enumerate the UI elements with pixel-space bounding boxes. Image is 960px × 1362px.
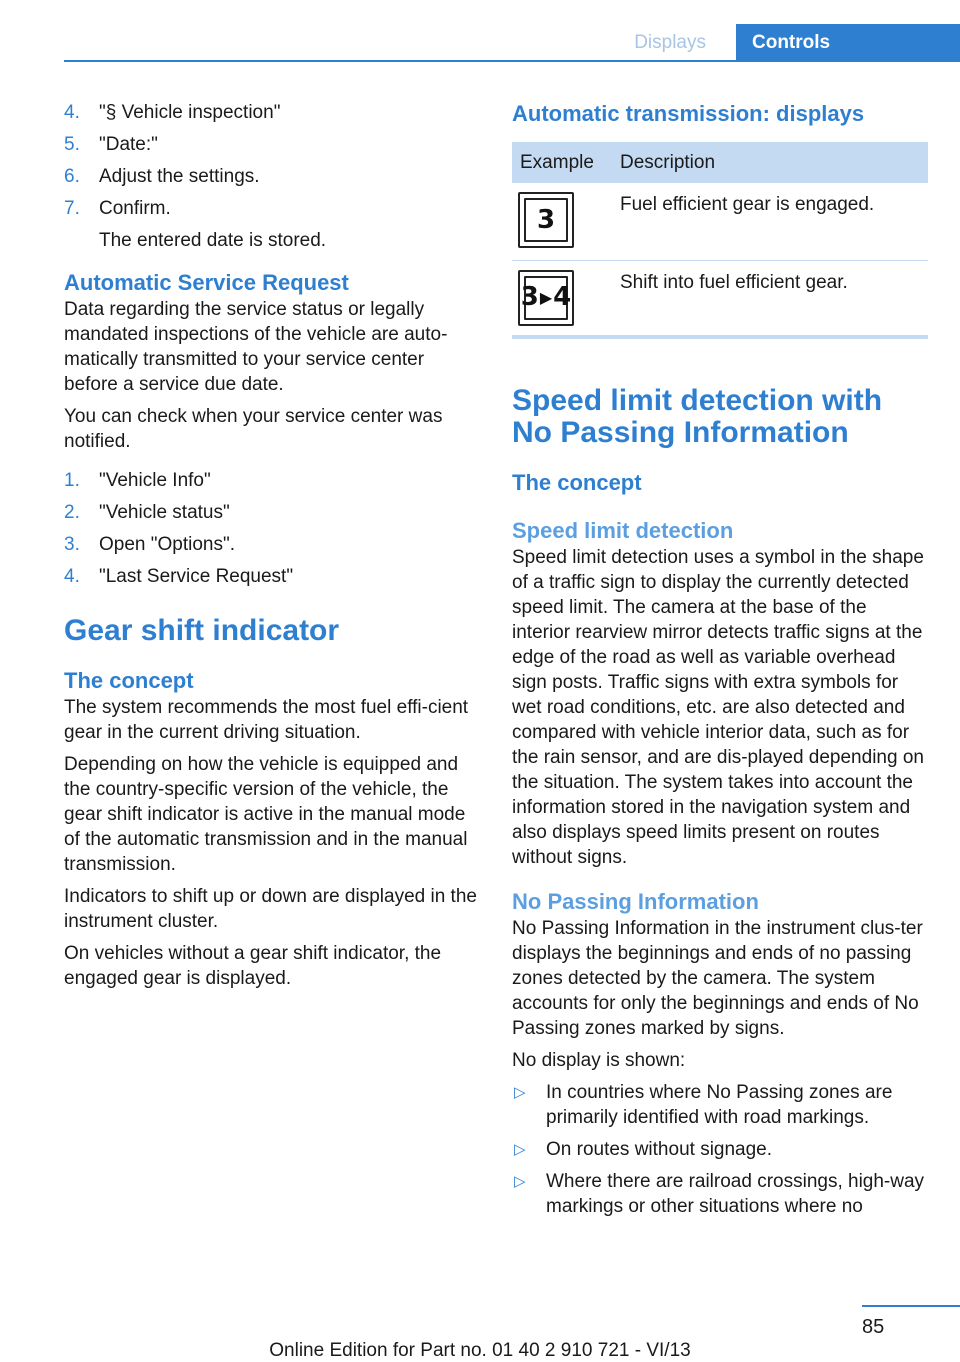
left-column [64, 100, 480, 998]
table-cell-example [512, 183, 612, 260]
gear-indicator-icon [518, 192, 574, 248]
table-cell-example [512, 260, 612, 337]
column-header-description: Description [612, 142, 928, 183]
bullet-text: On routes without signage. [546, 1139, 773, 1160]
automatic-transmission-heading: Automatic transmission: displays [512, 101, 865, 126]
page-header [64, 24, 960, 62]
step-text: "Vehicle Info" [99, 470, 211, 491]
step-number: 2. [64, 502, 80, 523]
triangle-bullet-icon: ▷ [514, 1084, 526, 1101]
no-passing-subheading: No Passing Information [512, 889, 759, 914]
asr-heading: Automatic Service Request [64, 270, 349, 295]
step-number: 4. [64, 566, 80, 587]
step-number: 7. [64, 198, 80, 219]
no-display-list [512, 1080, 928, 1219]
shift-arrow-icon: ▶ [539, 288, 553, 307]
section-tab-controls[interactable]: Controls [736, 24, 960, 60]
step-result: The entered date is stored. [99, 230, 327, 251]
gear-number: 3 [536, 204, 556, 235]
gsi-paragraph-2: Depending on how the vehicle is equipped and the country-specific version of the vehicle, the gear shift indicator is active in the manual mode of the automatic transmission and in the manual transmission. [64, 754, 468, 875]
step-number: 5. [64, 134, 80, 155]
step-text: Open "Options". [99, 534, 236, 555]
gsi-paragraph-3: Indicators to shift up or down are displayed in the instrument cluster. [64, 886, 477, 932]
speed-limit-heading: Speed limit detection with No Passing Information [512, 384, 883, 449]
list-item [64, 468, 480, 493]
asr-steps-list [64, 468, 480, 589]
list-item [64, 164, 480, 189]
speed-limit-detection-subheading: Speed limit detection [512, 518, 734, 543]
list-item [64, 132, 480, 157]
step-text: "Date:" [99, 134, 158, 155]
asr-paragraph-2: You can check when your service center was notified. [64, 406, 443, 452]
list-item [512, 1080, 928, 1130]
section-tab-displays[interactable]: Displays [634, 32, 706, 53]
step-number: 4. [64, 102, 80, 123]
footer-edition-text: Online Edition for Part no. 01 40 2 910 721 - VI/13 [269, 1340, 691, 1361]
triangle-bullet-icon: ▷ [514, 1141, 526, 1158]
step-text: Adjust the settings. [99, 166, 260, 187]
step-number: 3. [64, 534, 80, 555]
bullet-text: In countries where No Passing zones are primarily identified with road markings. [546, 1082, 893, 1128]
step-number: 6. [64, 166, 80, 187]
list-item [64, 196, 480, 253]
gsi-concept-heading: The concept [64, 668, 194, 693]
asr-paragraph-1: Data regarding the service status or legally mandated inspections of the vehicle are auto‐matically transmitted to your service center before a service due date. [64, 299, 448, 395]
gear-number-to: 4 [553, 282, 572, 312]
step-text: Confirm. [99, 198, 171, 219]
table-row [512, 260, 928, 337]
setting-steps-list [64, 100, 480, 253]
list-item [64, 100, 480, 125]
column-header-example: Example [512, 142, 612, 183]
triangle-bullet-icon: ▷ [514, 1173, 526, 1190]
table-row [512, 183, 928, 260]
table-header-row [512, 142, 928, 183]
npi-paragraph-2: No display is shown: [512, 1050, 686, 1071]
list-item [512, 1137, 928, 1162]
sld-paragraph: Speed limit detection uses a symbol in the shape of a traffic sign to display the currently detected speed limit. The camera at the base of the interior rearview mirror detects traffic signs at the edge of the road as well as variable overhead sign posts. Traffic signs with extra symbols for wet road conditions, etc. are also detected and compared with vehicle interior data, such as for the rain sensor, and are dis‐played depending on the situation. The system takes into account the information stored in the navigation system and also displays speed limits present on routes without signs. [512, 547, 924, 868]
gear-shift-heading: Gear shift indicator [64, 614, 340, 647]
footer-rule [862, 1305, 960, 1307]
page-number: 85 [862, 1316, 885, 1338]
gsi-paragraph-4: On vehicles without a gear shift indicator, the engaged gear is displayed. [64, 943, 442, 989]
right-column [512, 100, 928, 1226]
gsi-paragraph-1: The system recommends the most fuel effi‐cient gear in the current driving situation. [64, 697, 469, 743]
sld-concept-heading: The concept [512, 470, 642, 495]
gear-number-from: 3 [520, 282, 539, 312]
table-cell-description: Fuel efficient gear is engaged. [612, 183, 928, 260]
list-item [64, 564, 480, 589]
bullet-text: Where there are railroad crossings, high‐way markings or other situations where no [546, 1171, 925, 1217]
list-item [64, 532, 480, 557]
list-item [64, 500, 480, 525]
step-number: 1. [64, 470, 80, 491]
table-cell-description: Shift into fuel efficient gear. [620, 271, 848, 293]
step-text: "Last Service Request" [99, 566, 294, 587]
npi-paragraph-1: No Passing Information in the instrument clus‐ter displays the beginnings and ends of no passing zones detected by the camera. The system accounts for only the beginnings and ends of No Passing zones marked by signs. [512, 918, 923, 1039]
step-text: "Vehicle status" [99, 502, 230, 523]
gear-shift-up-icon [518, 270, 574, 326]
gear-display-table [512, 142, 928, 339]
step-text: "§ Vehicle inspection" [99, 102, 281, 123]
list-item [512, 1169, 928, 1219]
